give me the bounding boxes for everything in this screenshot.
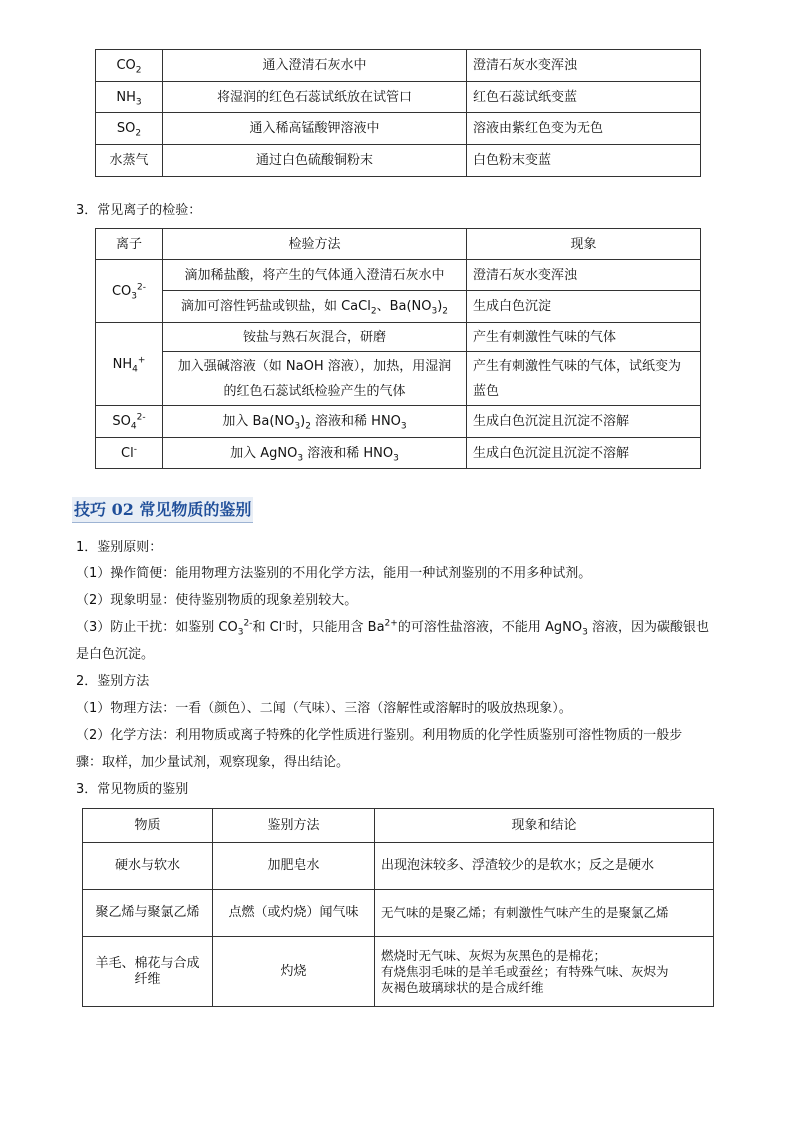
ion-cell: $CO_3^{2-}$: [96, 260, 163, 323]
table-row: [96, 291, 701, 323]
result-line: 有烧焦羽毛味的是羊毛或蚕丝；有特殊气味、灰烬为: [381, 963, 669, 979]
table-row: [96, 50, 701, 82]
phenomenon-cell: 澄清石灰水变浑浊: [467, 260, 701, 291]
gas-cell: $CO_2$: [96, 50, 163, 82]
substance-cell: [83, 937, 213, 1007]
paragraph-line: 2．鉴别方法: [76, 674, 150, 689]
column-header: 现象和结论: [375, 809, 714, 843]
table-row: [96, 406, 701, 438]
paragraph-line: （2）现象明显：使待鉴别物质的现象差别较大。: [76, 593, 358, 608]
result-line: 灰褐色玻璃球状的是合成纤维: [381, 979, 544, 995]
method-cell: [163, 352, 467, 406]
phenomenon-cell: 红色石蕊试纸变蓝: [467, 82, 701, 113]
column-header: 现象: [467, 229, 701, 260]
column-header: 物质: [83, 809, 213, 843]
table-row: [96, 323, 701, 352]
ion-test-table: [95, 228, 701, 469]
phenomenon-cell: 澄清石灰水变浑浊: [467, 50, 701, 82]
table-row: [83, 890, 714, 937]
table-row: [96, 82, 701, 113]
gas-cell: 水蒸气: [96, 145, 163, 177]
gas-cell: $NH_3$: [96, 82, 163, 113]
substance-line: 羊毛、棉花与合成: [95, 955, 200, 971]
method-cell: 将湿润的红色石蕊试纸放在试管口: [163, 82, 467, 113]
result-cell: 出现泡沫较多、浮渣较少的是软水；反之是硬水: [375, 843, 714, 890]
method-cell: 加入 $Ba(NO_3)_2$ 溶液和稀 $HNO_3$: [163, 406, 467, 438]
table-header-row: [96, 229, 701, 260]
result-cell: 无气味的是聚乙烯；有刺激性气味产生的是聚氯乙烯: [375, 890, 714, 937]
column-header: 鉴别方法: [213, 809, 375, 843]
section-title: 3．常见离子的检验：: [76, 203, 202, 218]
phenomenon-cell: 生成白色沉淀且沉淀不溶解: [467, 438, 701, 469]
method-line: 加入强碱溶液（如 NaOH 溶液），加热，用湿润: [177, 358, 452, 374]
paragraph-line: 1．鉴别原则：: [76, 540, 163, 555]
substance-identification-table: [82, 808, 714, 1007]
table-row: [83, 843, 714, 890]
phenomenon-cell: 生成白色沉淀: [467, 291, 701, 323]
paragraph-line: 3．常见物质的鉴别: [76, 782, 189, 797]
method-cell: 加肥皂水: [213, 843, 375, 890]
method-cell: 点燃（或灼烧）闻气味: [213, 890, 375, 937]
result-cell: [375, 937, 714, 1007]
method-cell: 加入 AgNO$_3$ 溶液和稀 $HNO_3$: [163, 438, 467, 469]
table-row: [96, 145, 701, 177]
table-row: [96, 352, 701, 406]
phenomenon-cell: 溶液由紫红色变为无色: [467, 113, 701, 145]
phenomenon-cell: 白色粉末变蓝: [467, 145, 701, 177]
phenomenon-line: 蓝色: [473, 383, 500, 399]
method-cell: 滴加可溶性钙盐或钡盐，如 CaCl$_2$、$Ba(NO_3)_2$: [163, 291, 467, 323]
phenomenon-cell: 生成白色沉淀且沉淀不溶解: [467, 406, 701, 438]
gas-test-table: [95, 49, 701, 177]
method-line: 的红色石蕊试纸检验产生的气体: [223, 383, 406, 399]
phenomenon-cell: 产生有刺激性气味的气体: [467, 323, 701, 352]
table-row: [96, 438, 701, 469]
substance-cell: 聚乙烯与聚氯乙烯: [83, 890, 213, 937]
paragraph-line: （1）物理方法：一看（颜色）、二闻（气味）、三溶（溶解性或溶解时的吸放热现象）。: [76, 701, 572, 716]
method-cell: 通过白色硫酸铜粉末: [163, 145, 467, 177]
section-heading: 技巧 02 常见物质的鉴别: [72, 497, 253, 523]
substance-line: 纤维: [134, 971, 161, 987]
table-row: [83, 937, 714, 1007]
method-cell: 滴加稀盐酸，将产生的气体通入澄清石灰水中: [163, 260, 467, 291]
ion-cell: $SO_4^{2-}$: [96, 406, 163, 438]
substance-cell: 硬水与软水: [83, 843, 213, 890]
phenomenon-line: 产生有刺激性气味的气体，试纸变为: [473, 358, 682, 374]
paragraph-line: （1）操作简便：能用物理方法鉴别的不用化学方法，能用一种试剂鉴别的不用多种试剂。: [76, 566, 592, 581]
table-header-row: [83, 809, 714, 843]
table-row: [96, 113, 701, 145]
method-cell: 灼烧: [213, 937, 375, 1007]
paragraph-line: （3）防止干扰：如鉴别 $CO_3^{2-}$和 Cl-时，只能用含 $Ba^{2+}$的可溶性盐溶液，不能用 AgNO$_3$ 溶液，因为碳酸银也: [76, 618, 709, 638]
column-header: 离子: [96, 229, 163, 260]
ion-cell: $NH_4^+$: [96, 323, 163, 406]
method-cell: 铵盐与熟石灰混合，研磨: [163, 323, 467, 352]
method-cell: 通入稀高锰酸钾溶液中: [163, 113, 467, 145]
table-row: [96, 260, 701, 291]
method-cell: 通入澄清石灰水中: [163, 50, 467, 82]
column-header: 检验方法: [163, 229, 467, 260]
result-line: 燃烧时无气味、灰烬为灰黑色的是棉花；: [381, 947, 607, 963]
paragraph-line: 是白色沉淀。: [76, 647, 155, 662]
paragraph-line: 骤：取样，加少量试剂，观察现象，得出结论。: [76, 755, 350, 770]
paragraph-line: （2）化学方法：利用物质或离子特殊的化学性质进行鉴别。利用物质的化学性质鉴别可溶性物质的一般步: [76, 728, 683, 743]
phenomenon-cell: [467, 352, 701, 406]
gas-cell: $SO_2$: [96, 113, 163, 145]
ion-cell: Cl-: [96, 438, 163, 469]
